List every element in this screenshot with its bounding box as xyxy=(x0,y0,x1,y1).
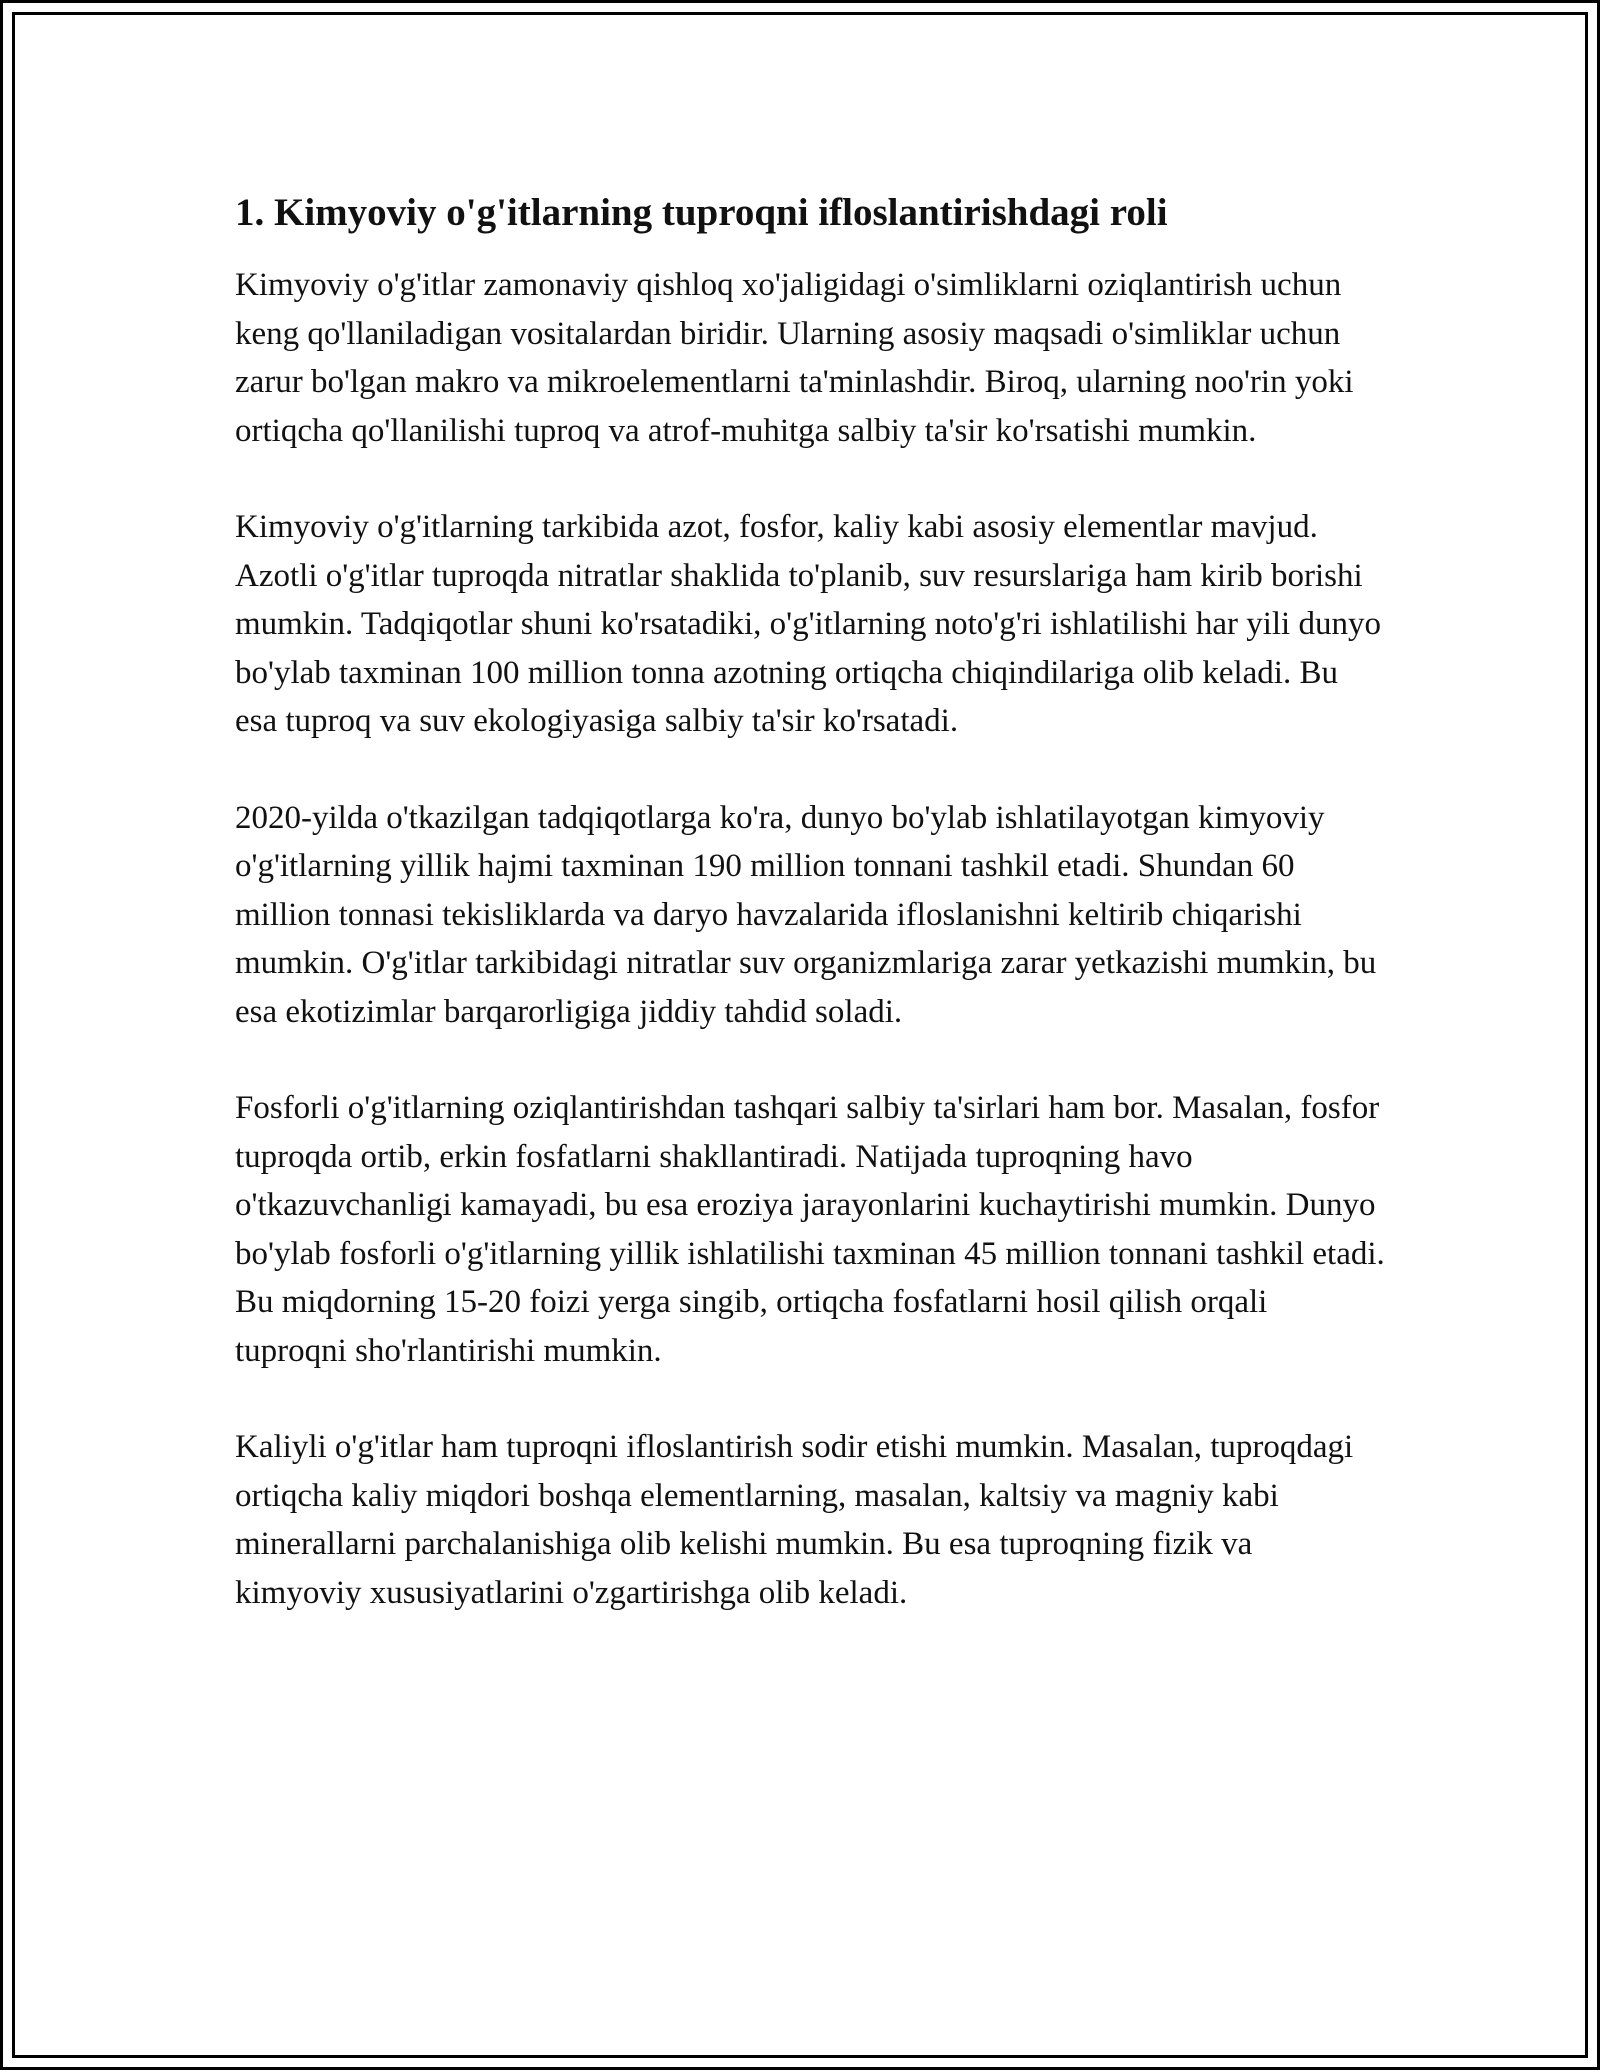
section-title: 1. Kimyoviy o'g'itlarning tuproqni ifloslantirishdagi roli xyxy=(235,191,1168,234)
paragraph-3: 2020-yilda o'tkazilgan tadqiqotlarga ko'ra, dunyo bo'ylab ishlatilayotgan kimyoviy o'g'itlarning yillik hajmi taxminan 190 million tonnani tashkil etadi. Shundan 60 million tonnasi tekisliklarda va daryo havzalarida ifloslanishni keltirib chiqarishi mumkin. O'g'itlar tarkibidagi nitratlar suv organizmlariga zarar yetkazishi mumkin, bu esa ekotizimlar barqarorligiga jiddiy tahdid soladi. xyxy=(235,799,1377,1030)
paragraph-2: Kimyoviy o'g'itlarning tarkibida azot, fosfor, kaliy kabi asosiy elementlar mavjud. Azotli o'g'itlar tuproqda nitratlar shaklida to'planib, suv resurslariga ham kirib borishi mumkin. Tadqiqotlar shuni ko'rsatadiki, o'g'itlarning noto'g'ri ishlatilishi har yili dunyo bo'ylab taxminan 100 million tonna azotning ortiqcha chiqindilariga olib keladi. Bu esa tuproq va suv ekologiyasiga salbiy ta'sir ko'rsatadi. xyxy=(235,509,1381,739)
paragraph-5: Kaliyli o'g'itlar ham tuproqni ifloslantirish sodir etishi mumkin. Masalan, tuproqdagi ortiqcha kaliy miqdori boshqa elementlarning, masalan, kaltsiy va magniy kabi minerallarni parchalanishiga olib kelishi mumkin. Bu esa tuproqning fizik va kimyoviy xususiyatlarini o'zgartirishga olib keladi. xyxy=(235,1429,1354,1611)
paragraph-1: Kimyoviy o'g'itlar zamonaviy qishloq xo'jaligidagi o'simliklarni oziqlantirish uchun keng qo'llaniladigan vositalardan biridir. Ularning asosiy maqsadi o'simliklar uchun zarur bo'lgan makro va mikroelementlarni ta'minlashdir. Biroq, ularning noo'rin yoki ortiqcha qo'llanilishi tuproq va atrof-muhitga salbiy ta'sir ko'rsatishi mumkin. xyxy=(235,267,1354,449)
paragraph-4: Fosforli o'g'itlarning oziqlantirishdan tashqari salbiy ta'sirlari ham bor. Masalan, fosfor tuproqda ortib, erkin fosfatlarni shakllantiradi. Natijada tuproqning havo o'tkazuvchanligi kamayadi, bu esa eroziya jarayonlarini kuchaytirishi mumkin. Dunyo bo'ylab fosforli o'g'itlarning yillik ishlatilishi taxminan 45 million tonnani tashkil etadi. Bu miqdorning 15-20 foizi yerga singib, ortiqcha fosfatlarni hosil qilish orqali tuproqni sho'rlantirishi mumkin. xyxy=(235,1090,1385,1369)
document-content xyxy=(235,185,1385,1617)
